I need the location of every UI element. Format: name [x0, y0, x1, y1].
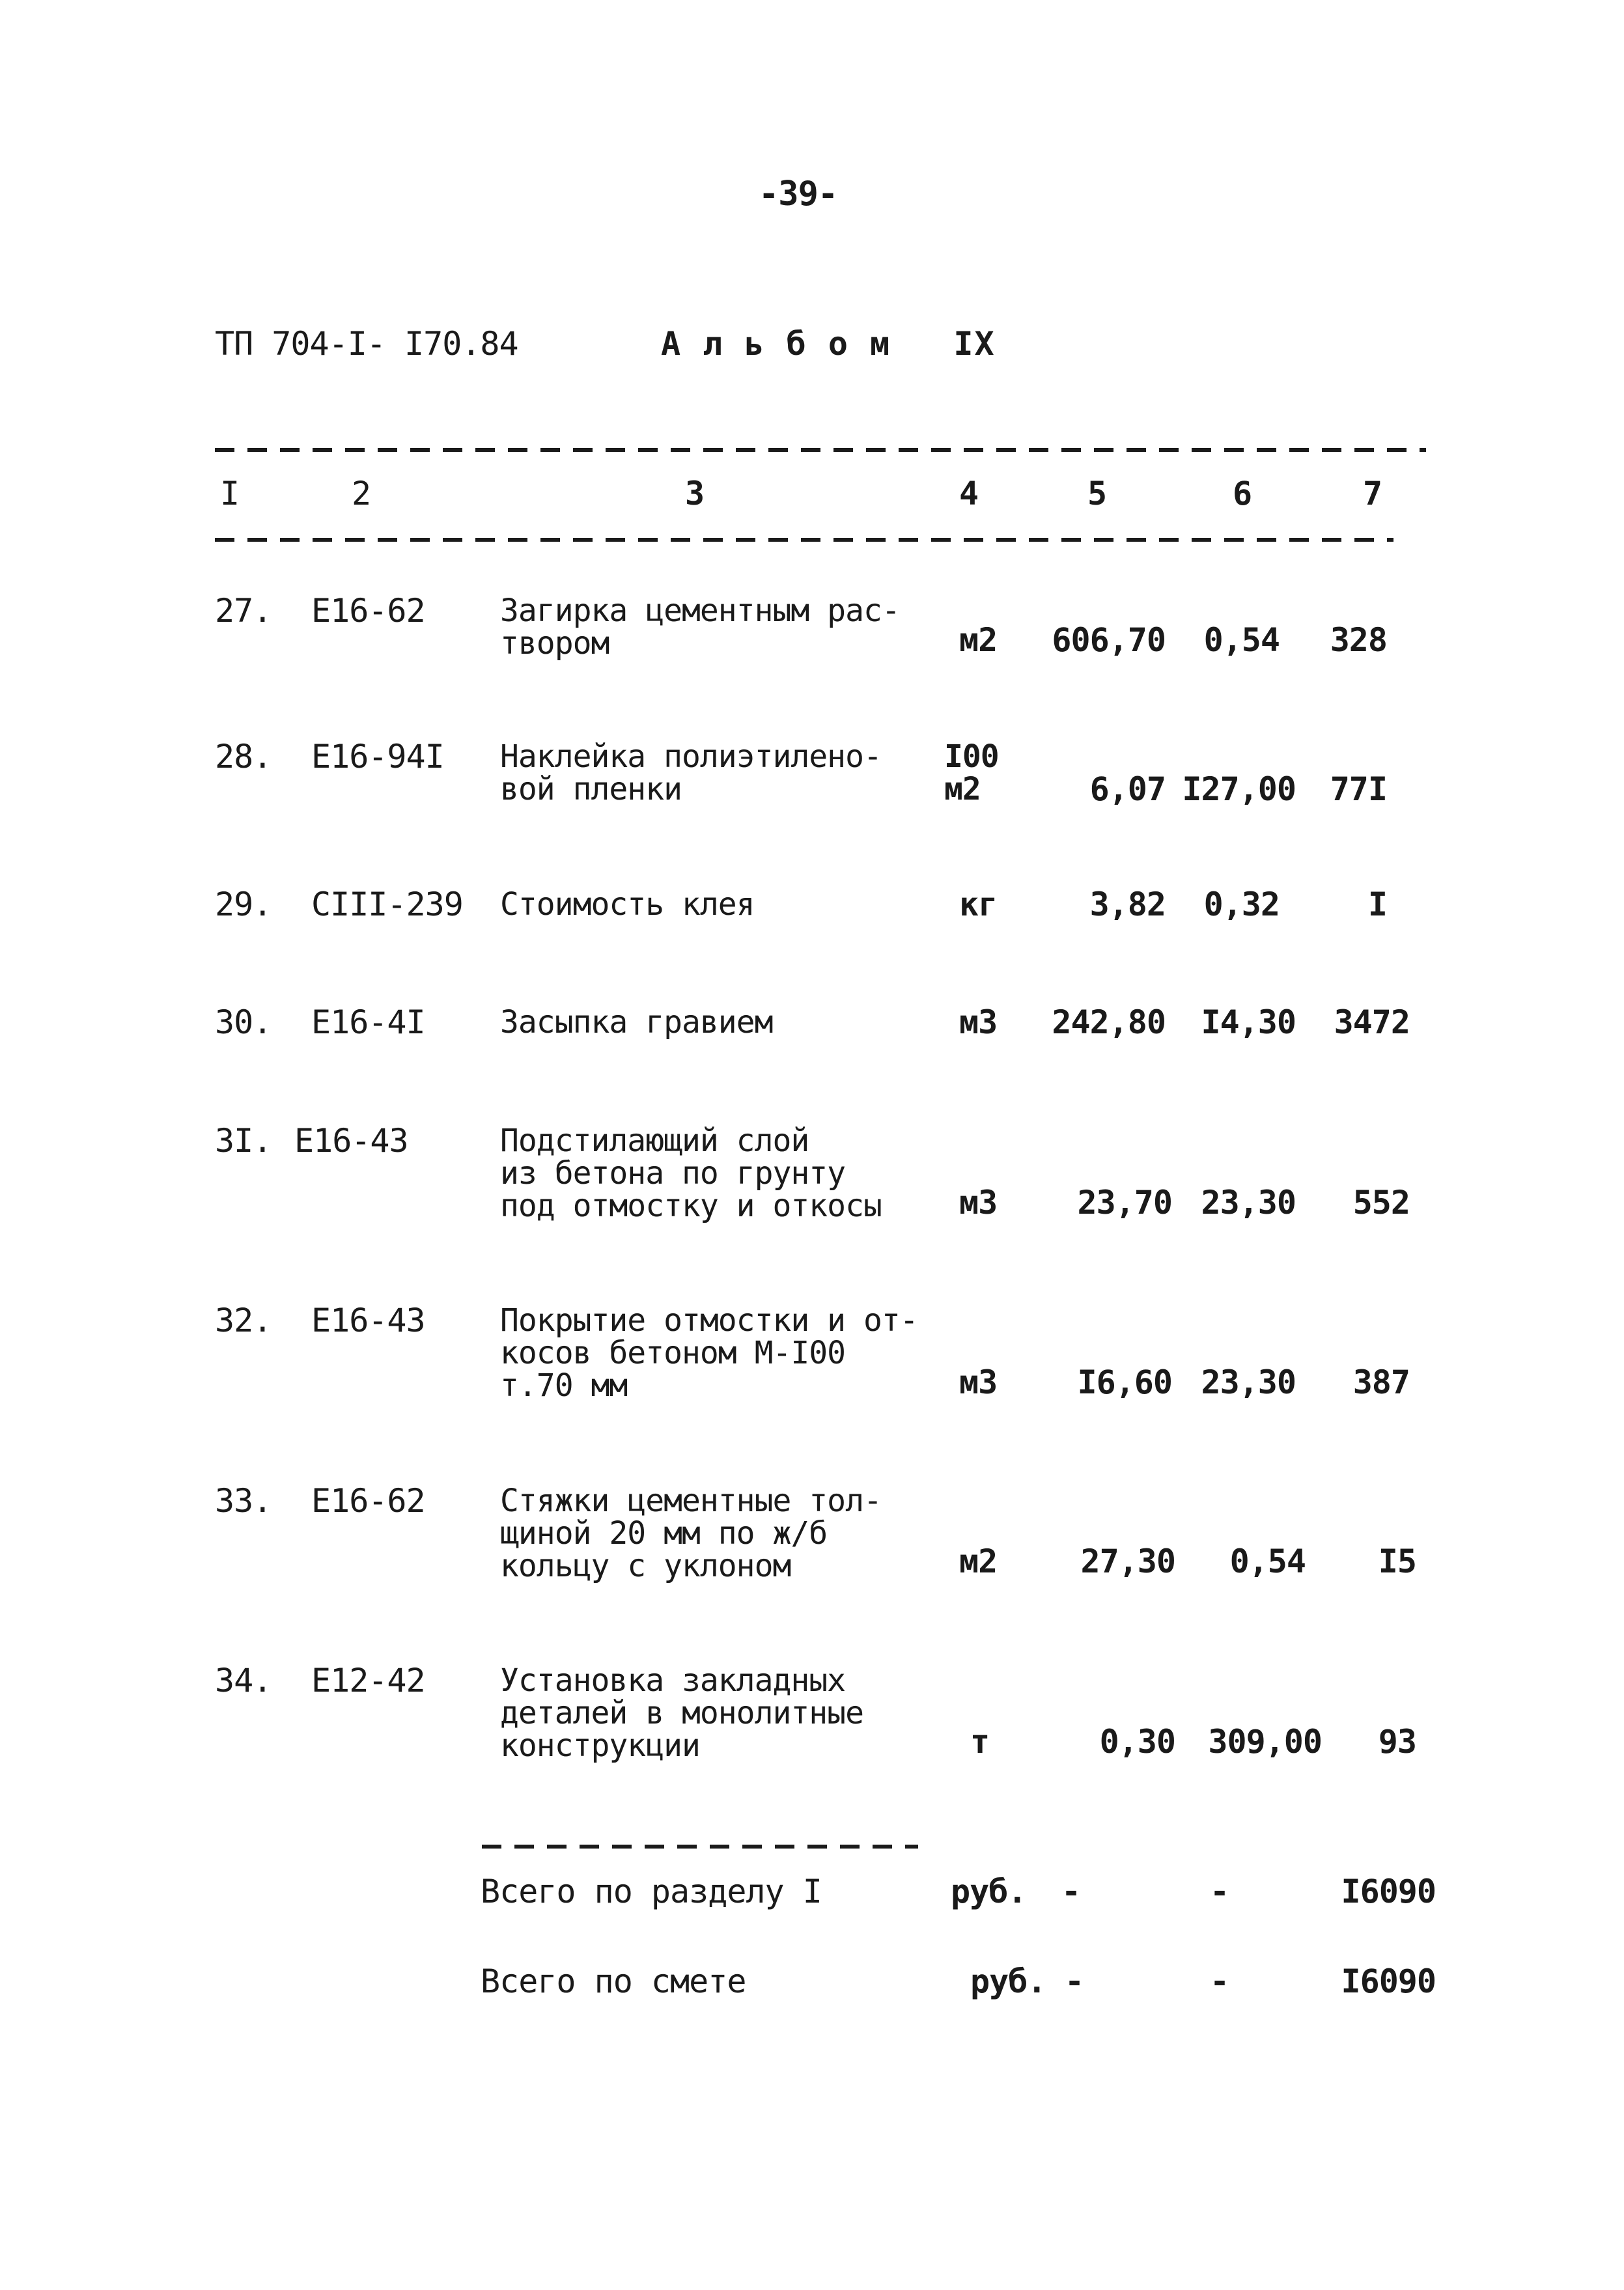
row-code: Е16-43 [294, 1122, 408, 1160]
totals-rule [482, 1845, 918, 1849]
row-code: Е16-62 [311, 1482, 425, 1520]
col-header-5: 5 [1087, 475, 1107, 512]
row-code: Е16-94I [311, 738, 444, 775]
row-description: Стяжки цементные тол- щиной 20 мм по ж/б кольцу с уклоном [500, 1483, 882, 1584]
row-unit: м2 [959, 621, 998, 659]
row-quantity: 0,30 [1099, 1723, 1175, 1761]
row-quantity: 606,70 [1052, 621, 1166, 659]
row-unit: м3 [959, 1003, 998, 1041]
row-quantity: 6,07 [1089, 770, 1166, 808]
row-total: 387 [1352, 1363, 1410, 1401]
row-price: 309,00 [1208, 1723, 1322, 1761]
row-total: I [1367, 886, 1387, 923]
row-unit: м2 [959, 1543, 998, 1580]
row-unit: т [970, 1723, 990, 1761]
row-price: I4,30 [1201, 1003, 1296, 1041]
total-amount: I6090 [1341, 1873, 1436, 1910]
row-description: Покрытие отмостки и от- косов бетоном М-I00 т.70 мм [500, 1302, 918, 1404]
album-title: А л ь б о м IX [661, 325, 996, 363]
row-description: Засыпка гравием [500, 1004, 773, 1040]
header-bottom-rule [215, 538, 1393, 542]
row-code: Е16-4I [311, 1003, 425, 1041]
page-number: -39- [759, 175, 838, 214]
doc-code: ТП 704-I- I70.84 [215, 325, 518, 363]
total-quantity: - [1065, 1962, 1084, 2000]
col-header-4: 4 [959, 475, 979, 512]
row-total: 552 [1352, 1184, 1410, 1222]
row-unit: м3 [959, 1184, 998, 1222]
header-top-rule [215, 448, 1426, 452]
row-description: Установка закладных деталей в монолитные конструкции [500, 1662, 863, 1764]
row-description: Наклейка полиэтилено- вой пленки [500, 738, 882, 807]
row-quantity: 3,82 [1089, 886, 1166, 923]
col-header-7: 7 [1363, 475, 1382, 512]
row-price: 0,54 [1229, 1543, 1306, 1580]
total-quantity: - [1061, 1873, 1081, 1910]
row-number: 3I. [215, 1122, 272, 1160]
row-total: 77I [1330, 770, 1387, 808]
row-unit: I00 м2 [944, 738, 999, 807]
row-code: Е12-42 [311, 1662, 425, 1699]
row-code: СIII-239 [311, 886, 463, 923]
col-header-6: 6 [1233, 475, 1252, 512]
total-price: - [1210, 1873, 1229, 1910]
row-quantity: I6,60 [1077, 1363, 1172, 1401]
row-price: 0,32 [1203, 886, 1280, 923]
row-number: 28. [215, 738, 272, 775]
col-header-2: 2 [352, 475, 371, 512]
total-unit: руб. [970, 1962, 1046, 2000]
row-code: Е16-62 [311, 592, 425, 630]
total-label: Всего по смете [481, 1962, 746, 2000]
total-unit: руб. [951, 1873, 1027, 1910]
row-description: Стоимость клея [500, 886, 755, 923]
row-quantity: 23,70 [1077, 1184, 1172, 1222]
row-quantity: 242,80 [1052, 1003, 1166, 1041]
row-total: 328 [1330, 621, 1387, 659]
total-price: - [1210, 1962, 1229, 2000]
row-number: 30. [215, 1003, 272, 1041]
row-unit: м3 [959, 1363, 998, 1401]
row-description: Загирка цементным рас- твором [500, 593, 900, 662]
row-total: I5 [1378, 1543, 1416, 1580]
row-number: 29. [215, 886, 272, 923]
row-price: 23,30 [1201, 1184, 1296, 1222]
row-price: I27,00 [1182, 770, 1296, 808]
row-price: 23,30 [1201, 1363, 1296, 1401]
row-total: 3472 [1334, 1003, 1410, 1041]
col-header-1: I [220, 475, 240, 512]
total-amount: I6090 [1341, 1962, 1436, 2000]
row-total: 93 [1378, 1723, 1416, 1761]
row-number: 32. [215, 1302, 272, 1339]
row-number: 27. [215, 592, 272, 630]
row-code: Е16-43 [311, 1302, 425, 1339]
total-label: Всего по разделу I [481, 1873, 822, 1910]
row-description: Подстилающий слой из бетона по грунту под отмостку и откосы [500, 1123, 882, 1224]
row-quantity: 27,30 [1080, 1543, 1175, 1580]
row-unit: кг [959, 886, 998, 923]
row-number: 33. [215, 1482, 272, 1520]
row-price: 0,54 [1203, 621, 1280, 659]
col-header-3: 3 [685, 475, 705, 512]
row-number: 34. [215, 1662, 272, 1699]
